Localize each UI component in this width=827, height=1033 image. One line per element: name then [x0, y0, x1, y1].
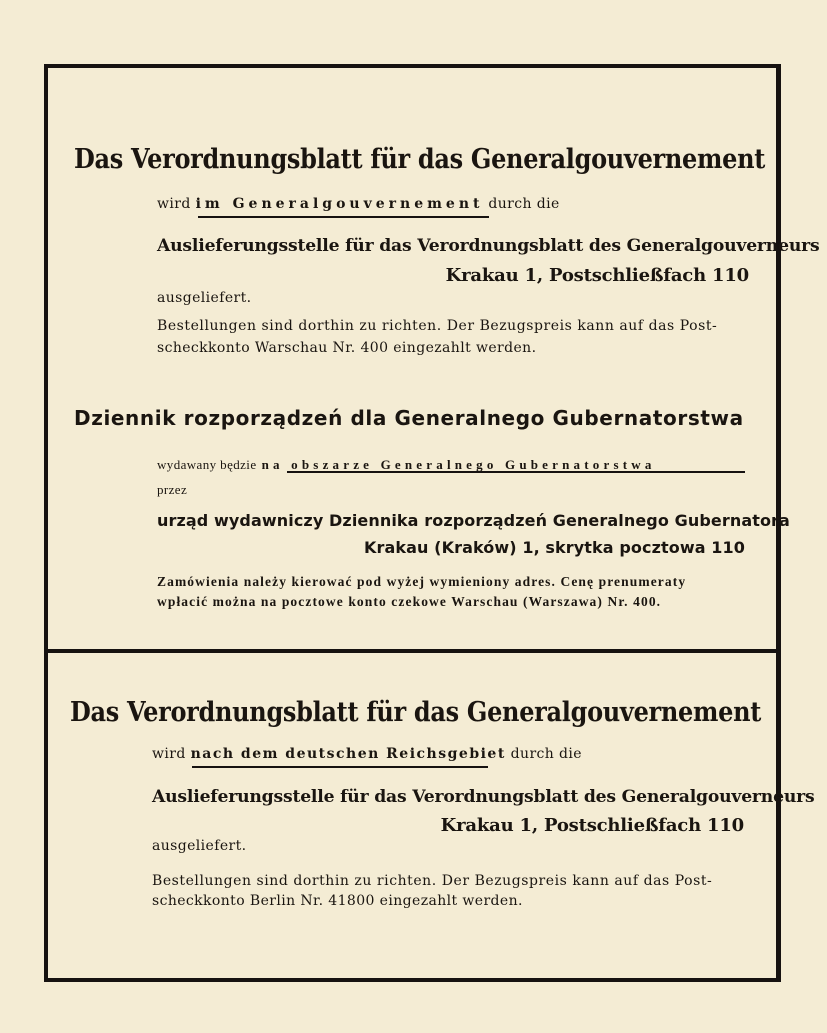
- section1-delivery-line: [157, 196, 560, 212]
- section3-line1-pre: wird: [152, 746, 186, 762]
- section3-title: Das Verordnungsblatt für das Generalgouvernement: [70, 695, 761, 728]
- section1-note-line1: Bestellungen sind dorthin zu richten. Der Bezugspreis kann auf das Post-: [157, 318, 718, 334]
- section3-office-line2: Krakau 1, Postschließfach 110: [440, 815, 744, 836]
- section1-underline: [198, 216, 489, 218]
- section2-note-line2-pre: wpłacić można na pocztowe konto czekowe: [157, 594, 447, 609]
- section-divider: [48, 649, 776, 653]
- section3-line1-spaced: nach dem deutschen Reichsgebiet: [190, 746, 506, 762]
- section3-note-line1: Bestellungen sind dorthin zu richten. Der Bezugspreis kann auf das Post-: [152, 873, 713, 889]
- section2-note-line2: [157, 594, 661, 610]
- section3-note-line2: scheckkonto Berlin Nr. 41800 eingezahlt werden.: [152, 893, 523, 909]
- section2-note-line1: Zamówienia należy kierować pod wyżej wymieniony adres. Cenę prenumeraty: [157, 574, 687, 589]
- section3-underline: [192, 766, 488, 768]
- section3-delivered: ausgeliefert.: [152, 838, 247, 854]
- section2-line1-spaced: na obszarze Generalnego Gubernatorstwa: [261, 457, 656, 472]
- section2-title: Dziennik rozporządzeń dla Generalnego Gubernatorstwa: [74, 406, 744, 430]
- section3-delivery-line: [152, 746, 582, 762]
- section1-delivered: ausgeliefert.: [157, 290, 252, 306]
- section1-office-line1: Auslieferungsstelle für das Verordnungsblatt des Generalgouverneurs: [157, 236, 820, 256]
- section3-office-line1: Auslieferungsstelle für das Verordnungsblatt des Generalgouverneurs: [152, 787, 815, 807]
- section1-line1-post: durch die: [488, 196, 560, 212]
- section1-line1-pre: wird: [157, 196, 191, 212]
- section1-office-line2: Krakau 1, Postschließfach 110: [445, 265, 749, 286]
- section2-office-line1: urząd wydawniczy Dziennika rozporządzeń Generalnego Gubernatora: [157, 511, 790, 530]
- section1-title: Das Verordnungsblatt für das Generalgouvernement: [74, 142, 765, 175]
- section1-line1-spaced: im Generalgouvernement: [195, 196, 484, 212]
- section1-note-line2: scheckkonto Warschau Nr. 400 eingezahlt werden.: [157, 340, 537, 356]
- section2-line2: przez: [157, 482, 188, 497]
- section3-line1-post: durch die: [510, 746, 582, 762]
- section2-note-line2-account: Warschau (Warszawa) Nr. 400.: [451, 594, 662, 609]
- section2-line1-pre: wydawany będzie: [157, 457, 257, 472]
- section2-underline: [287, 471, 745, 473]
- section2-office-line2: Krakau (Kraków) 1, skrytka pocztowa 110: [363, 538, 745, 557]
